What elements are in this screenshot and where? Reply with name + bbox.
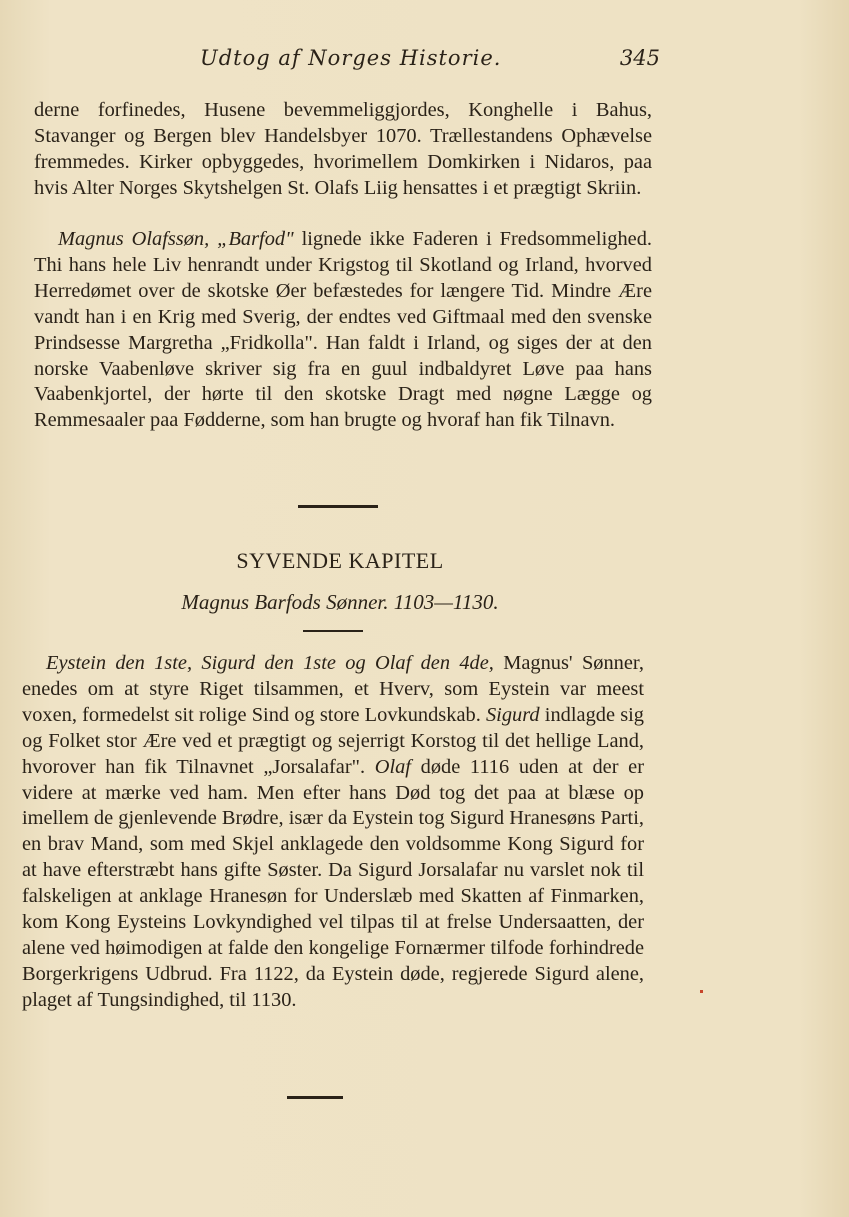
section-divider-bottom xyxy=(287,1096,343,1099)
paragraph-3-sigurd: Sigurd xyxy=(485,703,540,726)
running-title: Udtog af Norges Historie. xyxy=(200,46,502,70)
page-number: 345 xyxy=(619,46,660,70)
chapter-subtitle: Magnus Barfods Sønner. 1103—1130. xyxy=(181,590,499,614)
paragraph-3-olaf: Olaf xyxy=(374,755,411,778)
paragraph-3-part-1: Magnus' Sønner, enedes om at styre Riget tilsammen, et Hverv, som Eystein var meest voxen, formedelst sit rolige Sind og store Lovkundskab. xyxy=(22,652,644,726)
chapter-title: SYVENDE KAPITEL xyxy=(236,548,444,573)
paragraph-2-lead: Magnus Olafssøn, „Barfod" xyxy=(58,228,294,250)
paragraph-1: derne forfinedes, Husene bevemmeliggjordes, Konghelle i Bahus, Stavanger og Bergen blev Handelsbyer 1070. Trællestandens Ophævelse fremmedes. Kirker opbyggedes, hvorimellem Domkirken i Nidaros, paa hvis Alter Norges Skytshelgen St. Olafs Liig hensattes i et prægtigt Skriin. xyxy=(34,99,652,199)
paragraph-3-part-3: døde 1116 uden at der er videre at mærke ved ham. Men efter hans Død tog det paa at blæse op imellem de gjenlevende Brødre, især da Eystein tog Sigurd Hranesøns Parti, en brav Mand, som med Skjel anklagede den voldsomme Kong Sigurd for at have efterstræbt hans gifte Søster. Da Sigurd Jorsalafar nu varslet nok til falskeligen at anklage Hranesøn for Underslæb med Skatten af Finmarken, kom Kong Eysteins Lovkyndighed vel tilpas til at frelse Undersaatten, der alene ved høimodigen at falde den kongelige Fornærmer tilfode forhindrede Borgerkrigens Udbrud. Fra 1122, da Eystein døde, regjerede Sigurd alene, plaget af Tungsindighed, til 1130. xyxy=(22,755,645,1011)
page-header xyxy=(190,46,660,76)
section-divider-top xyxy=(298,505,378,508)
paragraph-3-part-2: indlagde sig og Folket stor Ære ved et prægtigt og sejerrigt Korstog til det hellige Land, hvorover han fik Tilnavnet „Jorsalafar". xyxy=(22,703,644,778)
paragraph-2 xyxy=(34,227,652,434)
paragraph-3 xyxy=(22,651,644,1014)
paragraph-3-lead: Eystein den 1ste, Sigurd den 1ste og Olaf den 4de, xyxy=(46,652,494,674)
paragraph-2-body: lignede ikke Faderen i Fredsommelighed. Thi hans hele Liv henrandt under Krigstog til Skotland og Irland, hvorved Herredømet over de skotske Øer befæstedes for længere Tid. Mindre Ære vandt han i en Krig med Sverig, der endtes ved Giftmaal med den svenske Prindsesse Margretha „Fridkolla". Han faldt i Irland, og siges der at den norske Vaabenløve skriver sig fra en guul indbaldyret Løve paa hans Vaabenkjortel, der hørte til den skotske Dragt med nøgne Lægge og Remmesaaler paa Fødderne, som han brugte og hvoraf han fik Tilnavn. xyxy=(34,228,652,432)
ink-speck xyxy=(700,990,703,993)
section-divider-middle xyxy=(303,630,363,632)
